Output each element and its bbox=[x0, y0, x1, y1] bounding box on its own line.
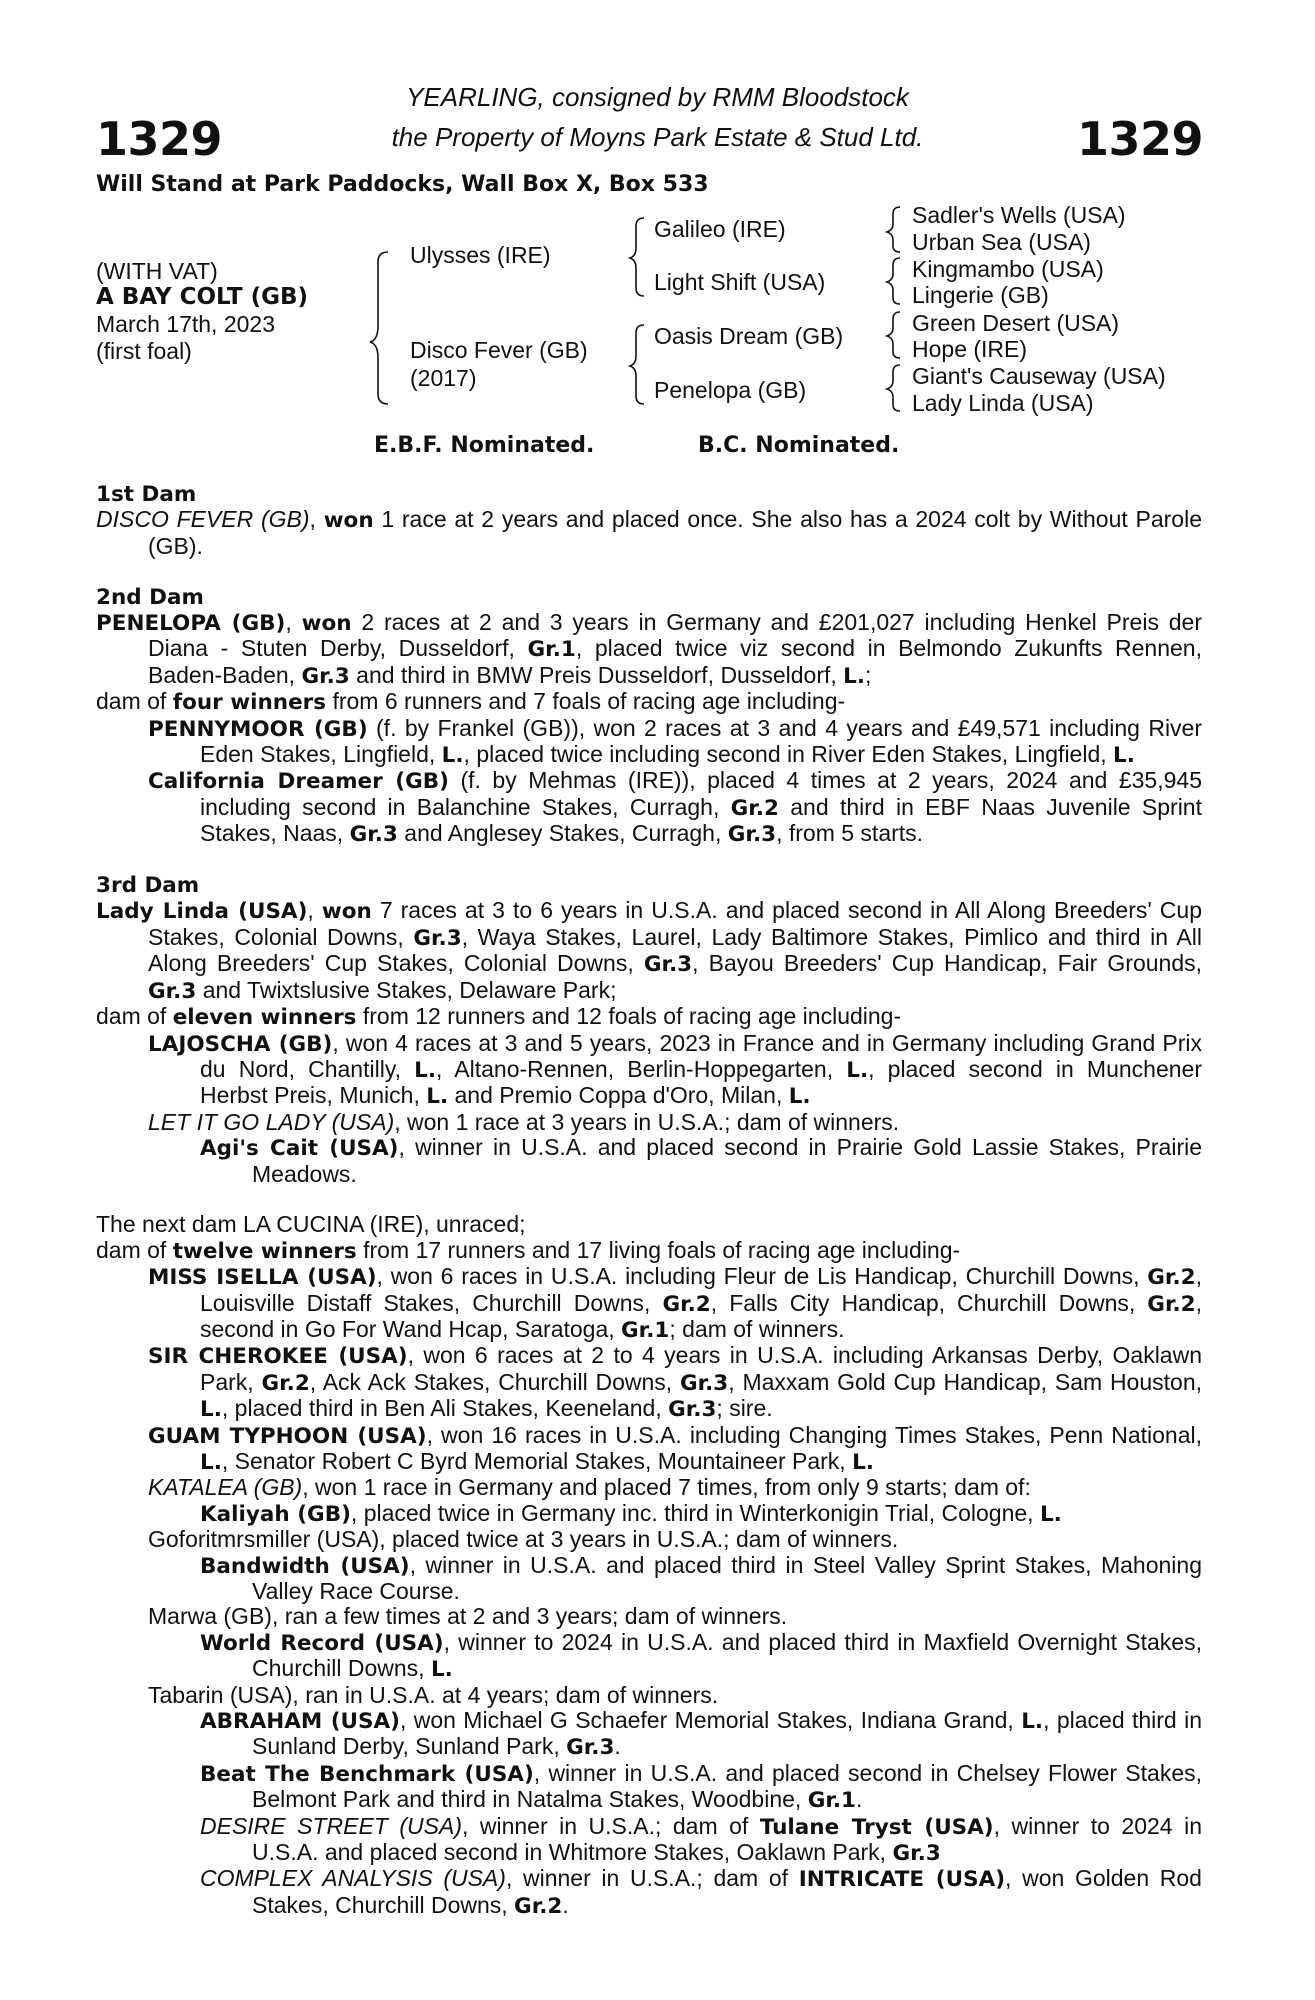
bold-text: eleven winners bbox=[172, 1005, 357, 1031]
gen3-sire-dam-sire: Kingmambo (USA) bbox=[912, 256, 1104, 282]
text-run: , winner in U.S.A. and placed second in Chelsey Flower Stakes, Belmont Park and third in Natalma Stakes, Woodbine, bbox=[252, 1759, 1203, 1813]
second-dam-heading: 2nd Dam bbox=[96, 584, 204, 610]
text-run: , Louisville Distaff Stakes, Churchill Downs, bbox=[200, 1263, 1202, 1316]
text-run: and Premio Coppa d'Oro, Milan, bbox=[448, 1082, 789, 1109]
text-run: dam of bbox=[96, 688, 173, 715]
produce-entry bbox=[96, 716, 1202, 769]
second-dam-produce-summary bbox=[96, 689, 1202, 715]
text-run: Marwa (GB), ran a few times at 2 and 3 years; dam of winners. bbox=[148, 1603, 788, 1630]
third-dam-paragraph bbox=[96, 898, 1202, 1004]
text-run: , placed third in Ben Ali Stakes, Keeneland, bbox=[221, 1395, 669, 1422]
text-run: (f. by Mehmas (IRE)), placed 4 times at 2 years, 2024 and £35,945 including second in Balanchine Stakes, Curragh, bbox=[200, 767, 1202, 820]
produce-entry bbox=[96, 1501, 1202, 1527]
text-run: , Maxxam Gold Cup Handicap, Sam Houston, bbox=[728, 1368, 1202, 1395]
bold-text: Gr.3 bbox=[349, 822, 398, 848]
dam-year: (2017) bbox=[410, 365, 477, 391]
produce-entry bbox=[96, 1630, 1202, 1683]
text-run: (f. by Frankel (GB)), won 2 races at 3 and 4 years and £49,571 including River Eden Stakes, Lingfield, bbox=[200, 714, 1202, 768]
bold-text: L. bbox=[1021, 1709, 1044, 1735]
dam-dam: Penelopa (GB) bbox=[654, 377, 807, 403]
vat-label: (WITH VAT) bbox=[96, 258, 218, 284]
text-run: , winner in U.S.A. and placed second in Prairie Gold Lassie Stakes, Prairie Meadows. bbox=[252, 1134, 1203, 1187]
produce-entry bbox=[96, 1708, 1202, 1761]
produce-entry bbox=[96, 1553, 1202, 1605]
text-run: and third in BMW Preis Dusseldorf, Dusseldorf, bbox=[349, 661, 844, 688]
brace-main bbox=[370, 252, 388, 404]
sire-sire: Galileo (IRE) bbox=[654, 216, 786, 242]
next-dam-produce-summary bbox=[96, 1238, 1202, 1264]
text-run: , placed twice including second in River Eden Stakes, Lingfield, bbox=[463, 741, 1114, 768]
text-run: 1 race at 2 years and placed once. She also has a 2024 colt by Without Parole (GB). bbox=[148, 506, 1203, 559]
text-run: , won 1 race in Germany and placed 7 times, from only 9 starts; dam of: bbox=[302, 1474, 1031, 1501]
bold-text: Gr.2 bbox=[1147, 1265, 1196, 1291]
text-run: , winner in U.S.A. and placed third in Steel Valley Sprint Stakes, Mahoning Valley Race Course. bbox=[252, 1551, 1202, 1605]
text-run: from 17 runners and 17 living foals of racing age including- bbox=[356, 1236, 961, 1263]
text-run: , bbox=[285, 609, 302, 636]
sire-dam: Light Shift (USA) bbox=[654, 269, 826, 295]
bold-text: ABRAHAM (USA) bbox=[200, 1709, 400, 1735]
text-run: , Ack Ack Stakes, Churchill Downs, bbox=[309, 1368, 680, 1395]
bold-text: L. bbox=[1113, 743, 1135, 769]
gen3-dam-sire-dam: Hope (IRE) bbox=[912, 336, 1028, 362]
bold-text: Gr.2 bbox=[730, 795, 779, 821]
horse-name: A BAY COLT (GB) bbox=[96, 284, 309, 310]
bold-text: L. bbox=[200, 1449, 222, 1475]
text-run: Goforitmrsmiller (USA), placed twice at 3 years in U.S.A.; dam of winners. bbox=[148, 1526, 899, 1553]
brace-sire bbox=[630, 218, 644, 296]
text-run: , won 1 race at 3 years in U.S.A.; dam of winners. bbox=[394, 1108, 900, 1135]
text-run: , from 5 starts. bbox=[776, 820, 924, 847]
bold-text: Gr.2 bbox=[261, 1370, 310, 1396]
catalogue-body bbox=[96, 482, 1202, 1919]
brace-dd bbox=[887, 365, 900, 411]
stand-location: Will Stand at Park Paddocks, Wall Box X, Box 533 bbox=[96, 172, 709, 197]
bold-text: twelve winners bbox=[172, 1238, 357, 1264]
text-run: , won 6 races at 2 to 4 years in U.S.A. including Arkansas Derby, Oaklawn Park, bbox=[200, 1342, 1202, 1395]
produce-entry bbox=[96, 1031, 1202, 1110]
bold-text: Agi's Cait (USA) bbox=[200, 1136, 399, 1162]
bold-text: L. bbox=[843, 663, 866, 689]
bold-text: Gr.1 bbox=[621, 1317, 670, 1343]
gen3-dam-sire-sire: Green Desert (USA) bbox=[912, 310, 1120, 336]
gen3-sire-sire-dam: Urban Sea (USA) bbox=[912, 229, 1091, 255]
gen3-dam-dam-sire: Giant's Causeway (USA) bbox=[912, 363, 1166, 389]
third-dam-heading: 3rd Dam bbox=[96, 873, 200, 899]
italic-text: COMPLEX ANALYSIS (USA) bbox=[200, 1865, 506, 1892]
consign-line-1: YEARLING, consigned by RMM Bloodstock bbox=[406, 82, 909, 112]
bold-text: MISS ISELLA (USA) bbox=[148, 1265, 377, 1291]
bold-text: Lady Linda (USA) bbox=[96, 899, 308, 925]
text-run: Tabarin (USA), ran in U.S.A. at 4 years; dam of winners. bbox=[148, 1681, 719, 1708]
text-run: , won 4 races at 3 and 5 years, 2023 in France and in Germany including Grand Prix du Nord, Chantilly, bbox=[200, 1029, 1203, 1082]
text-run: and third in EBF Naas Juvenile Sprint Stakes, Naas, bbox=[200, 793, 1202, 847]
bold-text: Gr.3 bbox=[643, 952, 693, 978]
bold-text: Gr.2 bbox=[1147, 1291, 1196, 1317]
first-dam-heading: 1st Dam bbox=[96, 482, 197, 507]
text-run: , won Michael G Schaefer Memorial Stakes, Indiana Grand, bbox=[399, 1707, 1022, 1734]
bold-text: L. bbox=[441, 743, 464, 769]
text-run: , won Golden Rod Stakes, Churchill Downs, bbox=[252, 1865, 1202, 1918]
bold-text: SIR CHEROKEE (USA) bbox=[148, 1344, 408, 1370]
dam-sire: Oasis Dream (GB) bbox=[654, 323, 844, 349]
brace-sd bbox=[887, 258, 900, 304]
italic-text: DESIRE STREET (USA) bbox=[200, 1812, 462, 1839]
text-run: . bbox=[614, 1733, 621, 1760]
horse-dob: March 17th, 2023 bbox=[96, 311, 276, 337]
text-run: 7 races at 3 to 6 years in U.S.A. and placed second in All Along Breeders' Cup Stakes, Colonial Downs, bbox=[148, 897, 1202, 950]
bold-text: Kaliyah (GB) bbox=[200, 1501, 351, 1527]
text-run: The next dam LA CUCINA (IRE), unraced; bbox=[96, 1211, 526, 1238]
text-run: and Anglesey Stakes, Curragh, bbox=[397, 820, 728, 847]
text-run: ; sire. bbox=[716, 1395, 773, 1422]
bold-text: Beat The Benchmark (USA) bbox=[200, 1761, 534, 1787]
bold-text: Gr.3 bbox=[668, 1397, 717, 1423]
bold-text: L. bbox=[426, 1084, 449, 1110]
text-run: , winner in U.S.A.; dam of bbox=[505, 1865, 799, 1892]
bold-text: Gr.3 bbox=[148, 978, 197, 1004]
produce-entry bbox=[96, 1110, 1202, 1135]
bold-text: LAJOSCHA (GB) bbox=[148, 1031, 333, 1057]
text-run: from 12 runners and 12 foals of racing age including- bbox=[356, 1003, 902, 1030]
text-run: , winner in U.S.A.; dam of bbox=[461, 1812, 760, 1839]
bold-text: Gr.3 bbox=[727, 822, 777, 848]
text-run: , winner to 2024 in U.S.A. and placed second in Whitmore Stakes, Oaklawn Park, bbox=[252, 1812, 1202, 1866]
text-run: and Twixtslusive Stakes, Delaware Park; bbox=[196, 976, 617, 1003]
gen3-dam-dam-dam: Lady Linda (USA) bbox=[912, 390, 1094, 416]
produce-entry bbox=[96, 1475, 1202, 1500]
text-run: , Altano-Rennen, Berlin-Hoppegarten, bbox=[436, 1055, 847, 1082]
bold-text: L. bbox=[852, 1449, 874, 1475]
produce-entry bbox=[96, 1264, 1202, 1343]
text-run: , won 16 races in U.S.A. including Changing Times Stakes, Penn National, bbox=[426, 1421, 1202, 1448]
brace-ds bbox=[887, 312, 900, 358]
lot-number-right: 1329 bbox=[1076, 112, 1203, 166]
produce-entry bbox=[96, 1527, 1202, 1552]
bold-text: L. bbox=[430, 1657, 453, 1683]
first-dam-paragraph bbox=[96, 507, 1202, 559]
bold-text: Bandwidth (USA) bbox=[200, 1553, 410, 1579]
bold-text: World Record (USA) bbox=[200, 1630, 444, 1656]
text-run: , Waya Stakes, Laurel, Lady Baltimore Stakes, Pimlico and third in All Along Breeders' Cup Stakes, Colonial Downs, bbox=[148, 923, 1202, 977]
bold-text: Gr.1 bbox=[527, 637, 576, 663]
text-run: , Bayou Breeders' Cup Handicap, Fair Grounds, bbox=[692, 950, 1202, 977]
text-run: . bbox=[856, 1786, 863, 1813]
bold-text: California Dreamer (GB) bbox=[148, 769, 449, 795]
text-run: , placed third in Sunland Derby, Sunland Park, bbox=[252, 1707, 1202, 1760]
bold-text: L. bbox=[414, 1057, 437, 1083]
text-run: ; dam of winners. bbox=[669, 1315, 845, 1342]
bold-text: L. bbox=[788, 1084, 811, 1110]
second-dam-paragraph bbox=[96, 610, 1202, 689]
bold-text: Gr.2 bbox=[662, 1291, 711, 1317]
text-run: , placed twice viz second in Belmondo Zukunfts Rennen, Baden-Baden, bbox=[148, 635, 1202, 688]
text-run: , second in Go For Wand Hcap, Saratoga, bbox=[200, 1289, 1202, 1342]
bold-text: Tulane Tryst (USA) bbox=[759, 1814, 994, 1840]
bold-text: won bbox=[323, 508, 374, 534]
bold-text: Gr.3 bbox=[566, 1735, 615, 1761]
italic-text: LET IT GO LADY (USA) bbox=[148, 1108, 395, 1135]
bold-text: L. bbox=[1039, 1501, 1062, 1527]
text-run: , bbox=[309, 506, 324, 533]
text-run: , won 6 races in U.S.A. including Fleur de Lis Handicap, Churchill Downs, bbox=[376, 1263, 1148, 1290]
italic-text: DISCO FEVER (GB) bbox=[96, 506, 310, 533]
text-run: dam of bbox=[96, 1236, 173, 1263]
lot-number-left: 1329 bbox=[96, 112, 223, 166]
text-run: from 6 runners and 7 foals of racing age including- bbox=[326, 688, 846, 715]
text-run: , Falls City Handicap, Churchill Downs, bbox=[710, 1289, 1148, 1316]
horse-note: (first foal) bbox=[96, 338, 192, 364]
gen3-sire-sire-sire: Sadler's Wells (USA) bbox=[912, 202, 1126, 228]
consign-line-2: the Property of Moyns Park Estate & Stud Ltd. bbox=[391, 122, 924, 152]
text-run: , winner to 2024 in U.S.A. and placed third in Maxfield Overnight Stakes, Churchill Downs, bbox=[252, 1628, 1202, 1682]
brace-ss bbox=[887, 207, 900, 252]
bold-text: PENNYMOOR (GB) bbox=[148, 716, 368, 742]
produce-entry bbox=[96, 1814, 1202, 1867]
bc-nominated: B.C. Nominated. bbox=[698, 433, 900, 458]
bold-text: GUAM TYPHOON (USA) bbox=[148, 1423, 427, 1449]
produce-entry bbox=[96, 1866, 1202, 1919]
text-run: . bbox=[562, 1891, 569, 1918]
third-dam-produce-summary bbox=[96, 1004, 1202, 1030]
bold-text: Gr.3 bbox=[892, 1841, 941, 1867]
brace-dam bbox=[630, 325, 644, 404]
text-run: ; bbox=[865, 661, 872, 688]
produce-entry bbox=[96, 1761, 1202, 1814]
gen3-sire-dam-dam: Lingerie (GB) bbox=[912, 282, 1049, 308]
bold-text: L. bbox=[200, 1397, 222, 1423]
sire-name: Ulysses (IRE) bbox=[410, 242, 551, 268]
bold-text: Gr.3 bbox=[301, 663, 350, 689]
dam-name: Disco Fever (GB) bbox=[410, 337, 588, 363]
text-run: , placed twice in Germany inc. third in Winterkonigin Trial, Cologne, bbox=[350, 1499, 1040, 1526]
bold-text: Gr.1 bbox=[807, 1788, 857, 1814]
text-run: , bbox=[307, 897, 322, 924]
next-dam-line bbox=[96, 1212, 1202, 1237]
text-run: , Senator Robert C Byrd Memorial Stakes, Mountaineer Park, bbox=[221, 1447, 853, 1474]
bold-text: Gr.2 bbox=[514, 1893, 563, 1919]
bold-text: Gr.3 bbox=[413, 925, 462, 951]
produce-entry bbox=[96, 1604, 1202, 1629]
text-run: 2 races at 2 and 3 years in Germany and £201,027 including Henkel Preis der Diana - Stuten Derby, Dusseldorf, bbox=[148, 609, 1202, 662]
italic-text: KATALEA (GB) bbox=[148, 1474, 303, 1501]
ebf-nominated: E.B.F. Nominated. bbox=[374, 433, 595, 458]
produce-entry bbox=[96, 1423, 1202, 1476]
produce-entry bbox=[96, 1135, 1202, 1187]
bold-text: four winners bbox=[172, 690, 327, 716]
bold-text: won bbox=[301, 611, 352, 637]
text-run: dam of bbox=[96, 1003, 173, 1030]
text-run: , placed second in Munchener Herbst Preis, Munich, bbox=[200, 1055, 1202, 1109]
produce-entry bbox=[96, 1683, 1202, 1708]
produce-entry bbox=[96, 768, 1202, 847]
bold-text: INTRICATE (USA) bbox=[798, 1867, 1006, 1893]
bold-text: PENELOPA (GB) bbox=[96, 611, 286, 637]
produce-entry bbox=[96, 1343, 1202, 1422]
bold-text: won bbox=[321, 899, 372, 925]
bold-text: L. bbox=[846, 1057, 869, 1083]
bold-text: Gr.3 bbox=[679, 1370, 729, 1396]
